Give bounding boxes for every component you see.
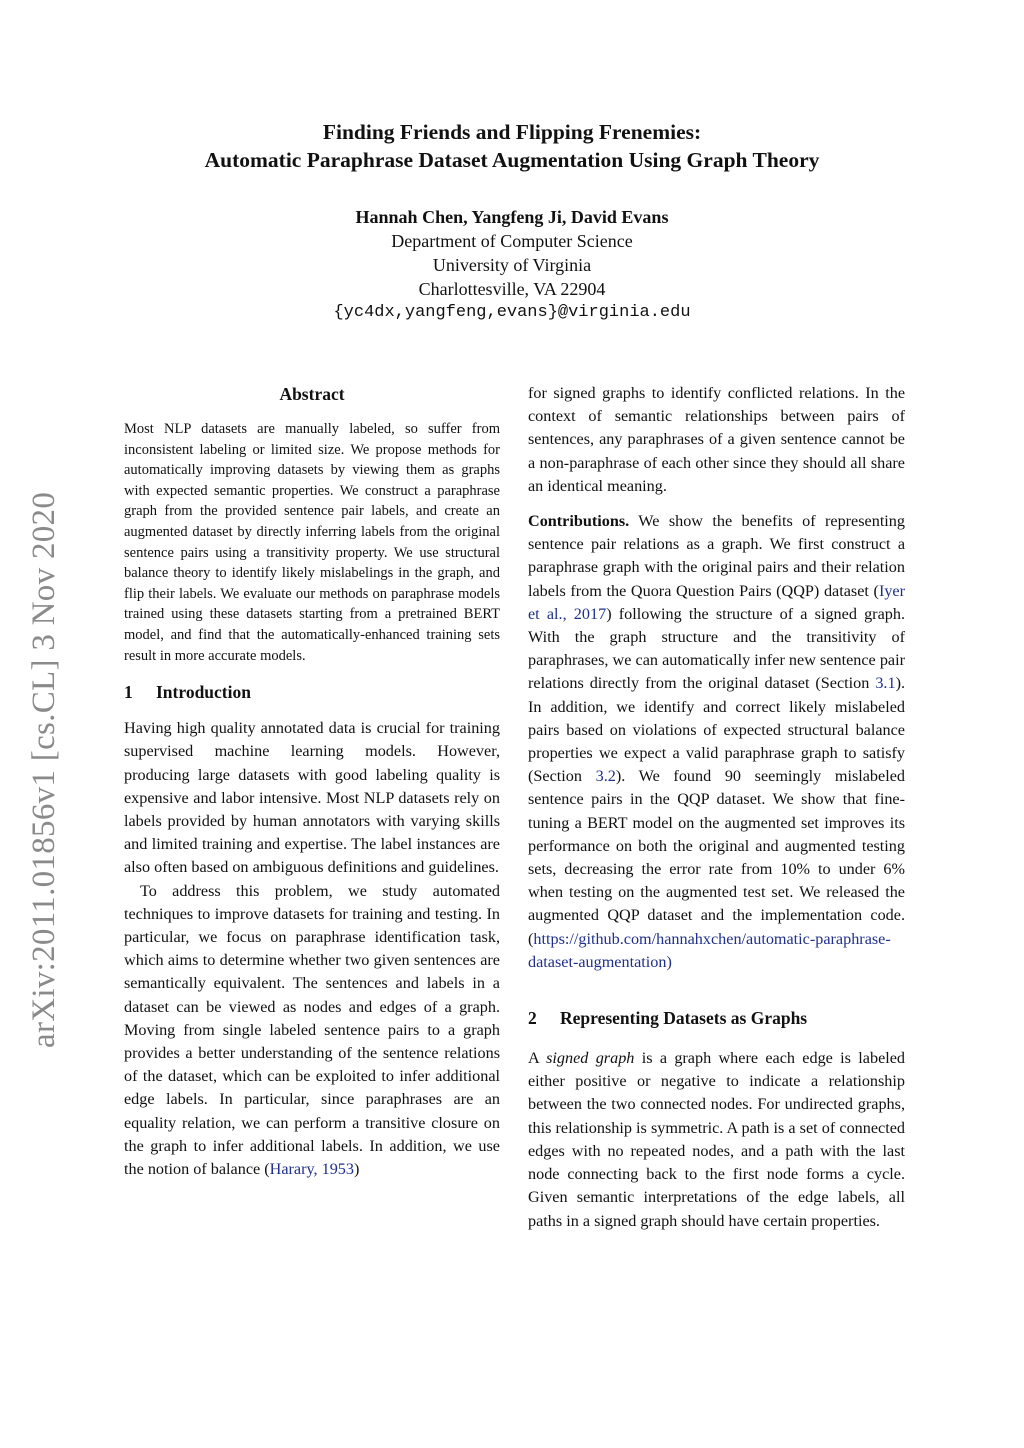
title-line-1: Finding Friends and Flipping Frenemies: [322, 120, 702, 144]
citation-link-harary[interactable]: Harary, 1953 [269, 1159, 354, 1178]
contributions-label: Contributions. [528, 512, 630, 531]
section-number: 2 [528, 1008, 537, 1029]
arxiv-identifier-stamp: arXiv:2011.01856v1 [cs.CL] 3 Nov 2020 [26, 491, 62, 1048]
title-line-2: Automatic Paraphrase Dataset Augmentation Using Graph Theory [204, 148, 820, 172]
section-title: Introduction [156, 682, 251, 703]
intro-paragraph-2: To address this problem, we study automated techniques to improve datasets for training and testing. In particular, we focus on paraphrase identification task, which aims to determine whether two given sentences are semantically equivalent. The sentences and labels in a dataset can be viewed as nodes and edges of a graph. Moving from single labeled sentence pairs to a graph provides a better understanding of the sentence relations of the dataset, which can be exploited to infer additional edge labels. In particular, since paraphrases are an equality relation, we can perform a transitive closure on the graph to infer additional labels. In addition, we use the notion of balance (Harary, 1953) [124, 881, 500, 1178]
paper-title [0, 118, 1024, 174]
term-signed-graph: signed graph [546, 1049, 635, 1068]
section-ref-3-1[interactable]: 3.1 [875, 674, 896, 693]
graphs-paragraph: A signed graph is a graph where each edge is labeled either positive or negative to indicate a relationship between the two connected nodes. For undirected graphs, this relationship is symmetric. A path is a set of connected edges with no repeated nodes, and a path with the last node connecting back to the first node forms a cycle. Given semantic interpretations of the edge labels, all paths in a signed graph should have certain properties. [528, 1049, 906, 1230]
author-names: Hannah Chen, Yangfeng Ji, David Evans [355, 207, 669, 227]
right-column [528, 382, 905, 1233]
left-column [124, 382, 500, 1181]
balance-continuation-paragraph: for signed graphs to identify conflicted relations. In the context of semantic relationships between pairs of sentences, any paraphrases of a given sentence cannot be a non-paraphrase of each other since they should all share an identical meaning. [528, 384, 905, 495]
contributions-paragraph: Contributions. We show the benefits of representing sentence pair relations as a graph. We first construct a paraphrase graph with the original pairs and their relation labels from the Quora Question Pairs (QQP) dataset (Iyer et al., 2017) following the structure of a signed graph. With the graph structure and the transitivity of paraphrases, we can automatically infer new sentence pair relations directly from the original dataset (Section 3.1). In addition, we identify and correct likely mislabeled pairs based on violations of expected structural balance properties we expect a valid paraphrase graph to satisfy (Section 3.2). We found 90 seemingly mislabeled sentence pairs in the QQP dataset. We show that fine-tuning a BERT model on the augmented set improves its performance on both the original and augmented testing sets, decreasing the error rate from 10% to under 6% when testing on the augmented test set. We released the augmented QQP dataset and the implementation code. (https://github.com/hannahxchen/automatic-paraphrase-dataset-augmentation) [528, 512, 905, 971]
github-repo-link[interactable]: https://github.com/hannahxchen/automatic-paraphrase-dataset-augmentation [528, 929, 891, 971]
author-block [0, 205, 1024, 325]
section-ref-3-2[interactable]: 3.2 [595, 767, 616, 786]
citation-link-iyer[interactable]: Iyer et al., 2017 [528, 581, 905, 623]
section-heading-introduction [124, 680, 500, 704]
author-email: {yc4dx,yangfeng,evans}@virginia.edu [333, 303, 691, 322]
author-university: University of Virginia [432, 255, 592, 275]
abstract-heading: Abstract [279, 384, 345, 404]
author-location: Charlottesville, VA 22904 [418, 279, 606, 299]
abstract-text: Most NLP datasets are manually labeled, so suffer from inconsistent labeling or limited size. We propose methods for automatically improving datasets by viewing them as graphs with expected semantic properties. We construct a paraphrase graph from the provided sentence pair labels, and create an augmented dataset by directly inferring labels from the original sentence pairs using a transitivity property. We use structural balance theory to identify likely mislabelings in the graph, and flip their labels. We evaluate our methods on paraphrase models trained using these datasets starting from a pretrained BERT model, and find that the automatically-enhanced training sets result in more accurate models. [124, 421, 500, 664]
author-department: Department of Computer Science [391, 231, 633, 251]
section-number: 1 [124, 682, 133, 703]
intro-paragraph-1: Having high quality annotated data is crucial for training supervised machine learning models. However, producing large datasets with good labeling quality is expensive and labor intensive. Most NLP datasets rely on labels provided by human annotators with varying skills and limited training and expertise. The label instances are also often based on ambiguous definitions and guidelines. [124, 719, 500, 877]
section-title: Representing Datasets as Graphs [560, 1008, 808, 1029]
section-heading-graphs [528, 1006, 905, 1030]
